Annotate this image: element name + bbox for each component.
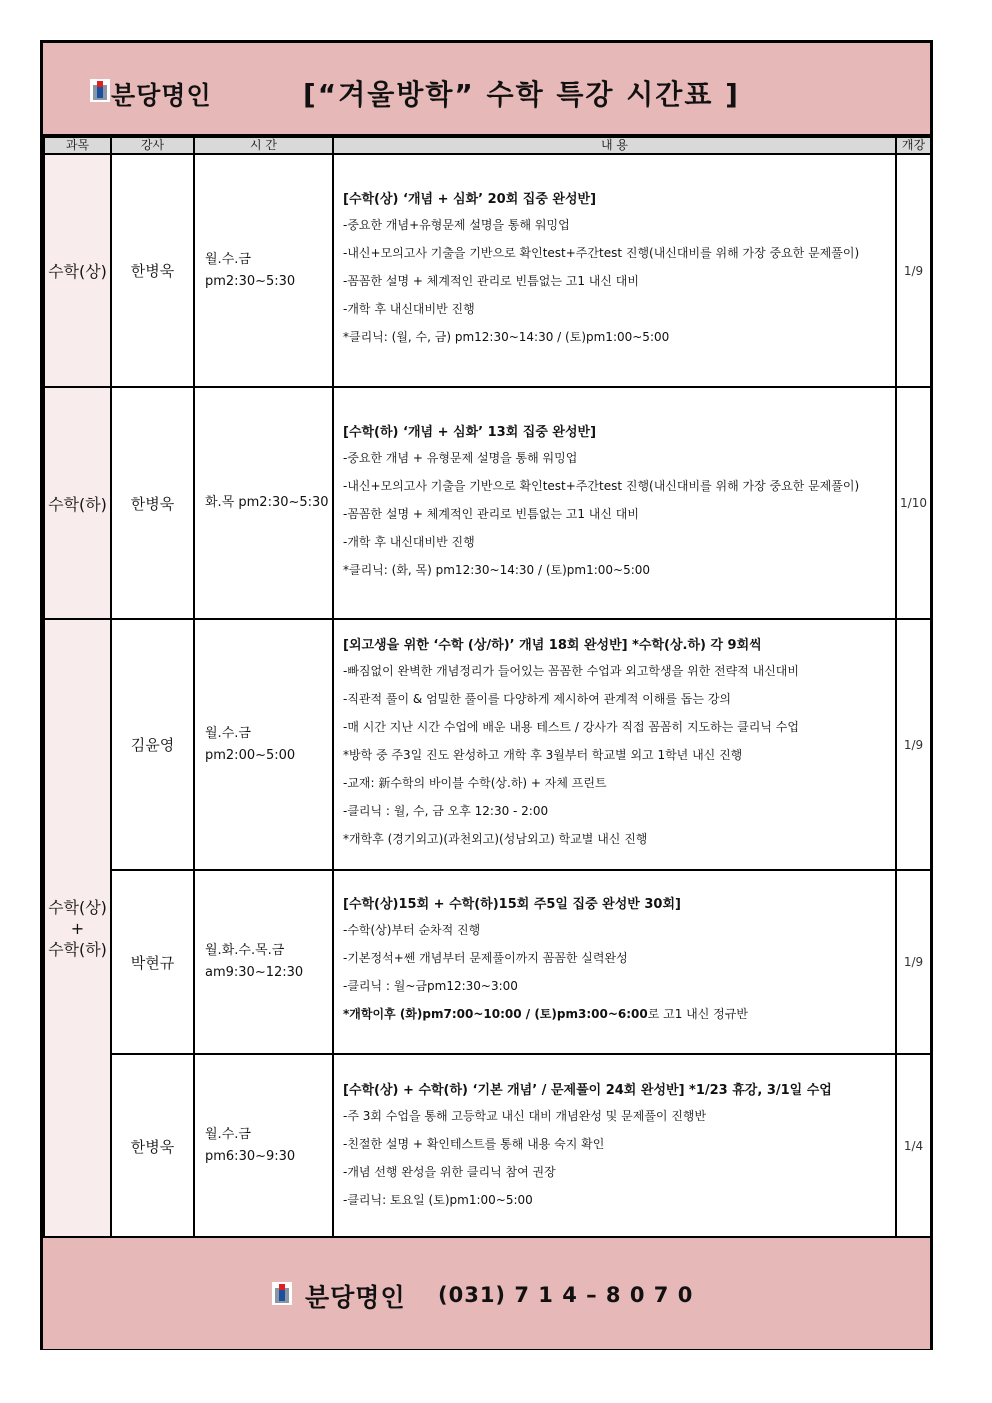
time-cell xyxy=(194,154,333,387)
academy-logo-icon xyxy=(90,79,110,102)
teacher-cell: 한병욱 xyxy=(111,387,194,619)
course-title: [외고생을 위한 ‘수학 (상/하)’ 개념 18회 완성반] *수학(상.하) 각 9회씩 xyxy=(343,638,762,653)
course-detail: -매 시간 지난 시간 수업에 배운 내용 테스트 / 강사가 직접 꼼꼼히 지도하는 클리닉 수업 xyxy=(343,720,799,734)
post-semester-hours: *개학이후 (화)pm7:00~10:00 / (토)pm3:00~6:00 xyxy=(343,1007,648,1021)
content-cell xyxy=(333,1054,896,1238)
class-hours: am9:30~12:30 xyxy=(205,965,304,980)
class-hours: pm2:30~5:30 xyxy=(205,273,296,289)
title-band xyxy=(43,43,930,136)
content-cell xyxy=(333,154,896,387)
table-row xyxy=(44,154,931,387)
clinic-schedule: -클리닉 : 월, 수, 금 오후 12:30 - 2:00 xyxy=(343,804,549,818)
clinic-schedule: -클리닉: 토요일 (토)pm1:00~5:00 xyxy=(343,1193,533,1207)
class-days: 월.수.금 xyxy=(205,251,251,267)
class-days: 월.화.수.목.금 xyxy=(205,943,285,958)
clinic-schedule: *클리닉: (월, 수, 금) pm12:30~14:30 / (토)pm1:00~5:00 xyxy=(343,330,670,344)
column-header-teacher: 강사 xyxy=(111,137,194,154)
time-cell xyxy=(194,387,333,619)
course-detail: -중요한 개념+유형문제 설명을 통해 워밍업 xyxy=(343,218,570,232)
academy-brand: 분당명인 xyxy=(305,1283,406,1312)
course-detail: -내신+모의고사 기출을 기반으로 확인test+주간test 진행(내신대비를 위해 가장 중요한 문제풀이) xyxy=(343,246,860,260)
table-row xyxy=(44,387,931,619)
column-header-time: 시 간 xyxy=(194,137,333,154)
subject-line: 수학(하) xyxy=(48,940,107,959)
teacher-cell: 한병욱 xyxy=(111,154,194,387)
column-header-content: 내 용 xyxy=(333,137,896,154)
course-detail: -꼼꼼한 설명 + 체계적인 관리로 빈틈없는 고1 내신 대비 xyxy=(343,274,639,288)
clinic-schedule: -클리닉 : 월~금pm12:30~3:00 xyxy=(343,979,518,993)
page-title: [“겨울방학” 수학 특강 시간표 ] xyxy=(303,78,740,111)
course-detail: -기본정석+쎈 개념부터 문제풀이까지 꼼꼼한 실력완성 xyxy=(343,951,628,965)
teacher-cell: 박현규 xyxy=(111,870,194,1054)
schedule-table xyxy=(43,136,932,1239)
course-title: [수학(상) ‘개념 + 심화’ 20회 집중 완성반] xyxy=(343,192,597,207)
academy-logo-icon xyxy=(272,1282,292,1305)
class-days: 화.목 pm2:30~5:30 xyxy=(205,495,329,510)
course-detail: -내신+모의고사 기출을 기반으로 확인test+주간test 진행(내신대비를 위해 가장 중요한 문제풀이) xyxy=(343,479,860,493)
column-header-subject: 과목 xyxy=(44,137,111,154)
column-header-start: 개강 xyxy=(896,137,931,154)
start-date-cell: 1/9 xyxy=(896,870,931,1054)
content-cell xyxy=(333,870,896,1054)
start-date-cell: 1/9 xyxy=(896,619,931,870)
course-title: [수학(상)15회 + 수학(하)15회 주5일 집중 완성반 30회] xyxy=(343,897,681,912)
class-hours: pm2:00~5:00 xyxy=(205,747,296,763)
time-cell xyxy=(194,870,333,1054)
subject-line: 수학(상) xyxy=(48,898,107,917)
course-title: [수학(하) ‘개념 + 심화’ 13회 집중 완성반] xyxy=(343,425,597,440)
table-row xyxy=(44,870,931,1054)
class-hours: pm6:30~9:30 xyxy=(205,1149,296,1164)
subject-plus: + xyxy=(70,919,85,938)
course-detail: -주 3회 수업을 통해 고등학교 내신 대비 개념완성 및 문제풀이 진행반 xyxy=(343,1109,707,1123)
clinic-schedule: *클리닉: (화, 목) pm12:30~14:30 / (토)pm1:00~5:00 xyxy=(343,563,651,577)
phone-number: (031) 7 1 4 – 8 0 7 0 xyxy=(438,1283,694,1307)
course-detail: -개학 후 내신대비반 진행 xyxy=(343,302,475,316)
subject-cell-combined xyxy=(44,619,111,1238)
course-detail: *개학후 (경기외고)(과천외고)(성남외고) 학교별 내신 진행 xyxy=(343,832,648,846)
teacher-cell: 한병욱 xyxy=(111,1054,194,1238)
course-detail: -직관적 풀이 & 엄밀한 풀이를 다양하게 제시하여 관계적 이해를 돕는 강의 xyxy=(343,692,732,706)
course-textbook: -교재: 新수학의 바이블 수학(상.하) + 자체 프린트 xyxy=(343,776,607,790)
course-detail: -개학 후 내신대비반 진행 xyxy=(343,535,475,549)
course-detail: -친절한 설명 + 확인테스트를 통해 내용 숙지 확인 xyxy=(343,1137,605,1151)
subject-cell: 수학(상) xyxy=(44,154,111,387)
time-cell xyxy=(194,619,333,870)
table-row xyxy=(44,1054,931,1238)
course-detail: -빠짐없이 완벽한 개념정리가 들어있는 꼼꼼한 수업과 외고학생을 위한 전략적 내신대비 xyxy=(343,664,799,678)
class-days: 월.수.금 xyxy=(205,725,251,741)
course-detail: -중요한 개념 + 유형문제 설명을 통해 워밍업 xyxy=(343,451,578,465)
table-row xyxy=(44,619,931,870)
class-days: 월.수.금 xyxy=(205,1127,251,1142)
course-detail: -개념 선행 완성을 위한 클리닉 참여 권장 xyxy=(343,1165,556,1179)
start-date-cell: 1/10 xyxy=(896,387,931,619)
post-semester-note: 로 고1 내신 정규반 xyxy=(647,1007,748,1021)
course-title: [수학(상) + 수학(하) ‘기본 개념’ / 문제풀이 24회 완성반] *1/23 휴강, 3/1일 수업 xyxy=(343,1083,832,1098)
start-date-cell: 1/4 xyxy=(896,1054,931,1238)
table-header-row xyxy=(44,137,931,154)
start-date-cell: 1/9 xyxy=(896,154,931,387)
course-detail: -수학(상)부터 순차적 진행 xyxy=(343,923,481,937)
time-cell xyxy=(194,1054,333,1238)
academy-brand: 분당명인 xyxy=(111,81,212,110)
teacher-cell: 김윤영 xyxy=(111,619,194,870)
course-detail: *방학 중 주3일 진도 완성하고 개학 후 3월부터 학교별 외고 1학년 내신 진행 xyxy=(343,748,743,762)
course-detail: -꼼꼼한 설명 + 체계적인 관리로 빈틈없는 고1 내신 대비 xyxy=(343,507,639,521)
timetable-document xyxy=(40,40,933,1350)
subject-cell: 수학(하) xyxy=(44,387,111,619)
footer-band xyxy=(43,1236,930,1349)
content-cell xyxy=(333,619,896,870)
post-semester-schedule xyxy=(343,1006,895,1022)
content-cell xyxy=(333,387,896,619)
